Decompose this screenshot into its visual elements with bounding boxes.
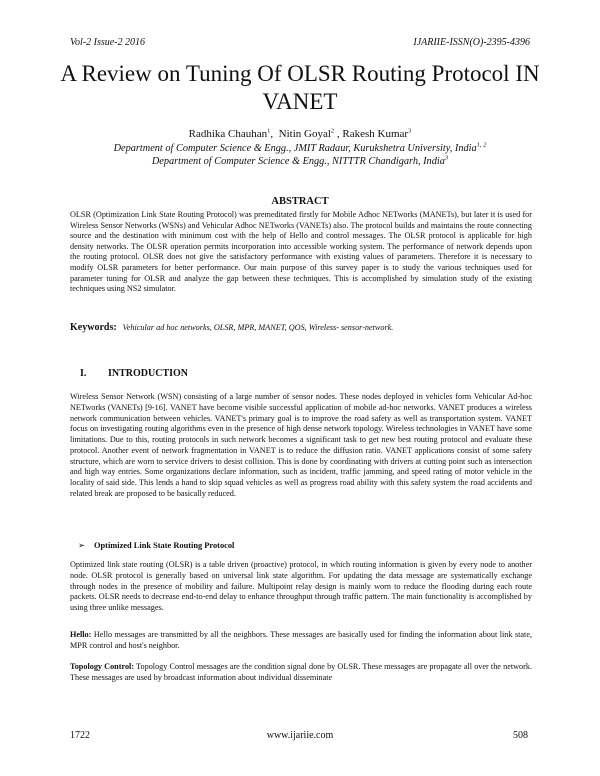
footer-website: www.ijariie.com (266, 730, 334, 741)
author-sup: 2 (330, 127, 335, 135)
hello-text: Hello messages are transmitted by all the neighbors. These messages are basically used for finding the information about link state, MPR control and host's neighbor. (70, 630, 533, 650)
author-name: Nitin Goyal (278, 128, 331, 140)
author-sup: 1 (267, 127, 271, 135)
author-name: Radhika Chauhan (188, 128, 268, 140)
topology-label: Topology Control: (70, 662, 135, 671)
author-sup: 3 (408, 127, 412, 135)
section-title: INTRODUCTION (108, 368, 189, 379)
section-number: I. (80, 368, 87, 379)
subsection-title: Optimized Link State Routing Protocol (94, 541, 235, 550)
topology-paragraph (70, 662, 532, 684)
introduction-body: Wireless Sensor Network (WSN) consisting of a large number of sensor nodes. These nodes deployed in vehicles form Vehicular Ad-hoc NETworks (VANETs) [9-16]. VANET have become visible successful application of mobile ad-hoc networks. VANET produces a wireless network communication between vehicles. VANET's primary goal is to improve the road safety as well as transportation system. VANET focus on investigating routing algorithms even in the presence of high dense network topology. Wireless technologies in VANET have some limitations. Due to this, routing protocols in such network becomes a significant task to get new best routing protocol and evaluate these protocol. Another event of network fragmentation in VANET is to reduce the diffusion ratio. VANET applications consist of some safety structure, which are worn to service drivers to desist collision. This is done by coordinating with drivers at cutting point such as intersection and high way entries. Some organizations declare information, such as incident, traffic jamming, and speed rating of motor vehicle in the locality of said side. This lends a hand to skip squad vehicles as well as progress road ability with this safety system the road accidents and related break are proposed to be basically reduced. (70, 392, 532, 498)
hello-paragraph (70, 630, 532, 652)
olsr-paragraph: Optimized link state routing (OLSR) is a table driven (proactive) protocol, in which routing information is given by every node to another node. OLSR protocol is generally based on universal link state algorithm. For updating the data message are systematically exchange through nodes in the presence of mobility and failure. Multipoint relay design is mainly worn to reduce the flooding during each route packets. OLSR needs to decrease end-to-end delay to enhance throughput through traffic pattern. The main functionality is accomplished by using three unlike messages. (70, 560, 532, 612)
affiliation-line: Department of Computer Science & Engg., NITTTR Chandigarh, India$^3$ (151, 154, 449, 167)
author-list: Radhika Chauhan$^1$, Nitin Goyal$^2$ , Rakesh Kumar$^3$ (188, 127, 412, 140)
affiliations (60, 142, 540, 168)
keywords (70, 322, 540, 333)
arrow-bullet-icon: ➢ (78, 541, 86, 550)
subsection-heading (78, 540, 234, 550)
hello-label: Hello: (70, 630, 92, 639)
affiliation-line: Department of Computer Science & Engg., JMIT Radaur, Kurukshetra University, India$^{1, 2}$ (113, 141, 487, 154)
header-volume: Vol-2 Issue-2 2016 (70, 37, 145, 48)
author-name: Rakesh Kumar (342, 128, 409, 140)
footer-paper-id: 1722 (70, 730, 90, 741)
paper-title: A Review on Tuning Of OLSR Routing Protocol IN VANET (60, 61, 540, 114)
keywords-text: Vehicular ad hoc networks, OLSR, MPR, MANET, QOS, Wireless- sensor-network. (122, 323, 394, 332)
footer-page-number: 508 (513, 730, 528, 741)
abstract-body: OLSR (Optimization Link State Routing Protocol) was premeditated firstly for Mobile Adhoc NETworks (MANETs), but later it is used for Wireless Sensor Networks (WSNs) and Vehicular Adhoc NETworks (VANETs) also. The protocol builds and maintains the route connecting source and the destination with minimum cost with the help of Hello and control messages. The OLSR protocol is applicable for high density networks. The OLSR operation permits incorporation into accessible working system. The performance of network depends upon the routing protocol. OLSR does not give the satisfactory performance with existing values of parameters. Therefore it is necessary to modify OLSR parameters for better performance. Our main purpose of this survey paper is to study the various techniques used for parameter tuning for OLSR and analyze the gap between these techniques. This is accomplished by simulation study of the existing techniques using NS2 simulator. (70, 210, 532, 294)
abstract-heading: ABSTRACT (271, 196, 329, 207)
section-heading (80, 368, 188, 379)
header-issn: IJARIIE-ISSN(O)-2395-4396 (413, 37, 530, 48)
topology-text: Topology Control messages are the condition signal done by OLSR. These messages are propagate all over the network. These messages are used by broadcast information about individual disseminate (70, 662, 532, 682)
keywords-label: Keywords: (70, 322, 117, 333)
